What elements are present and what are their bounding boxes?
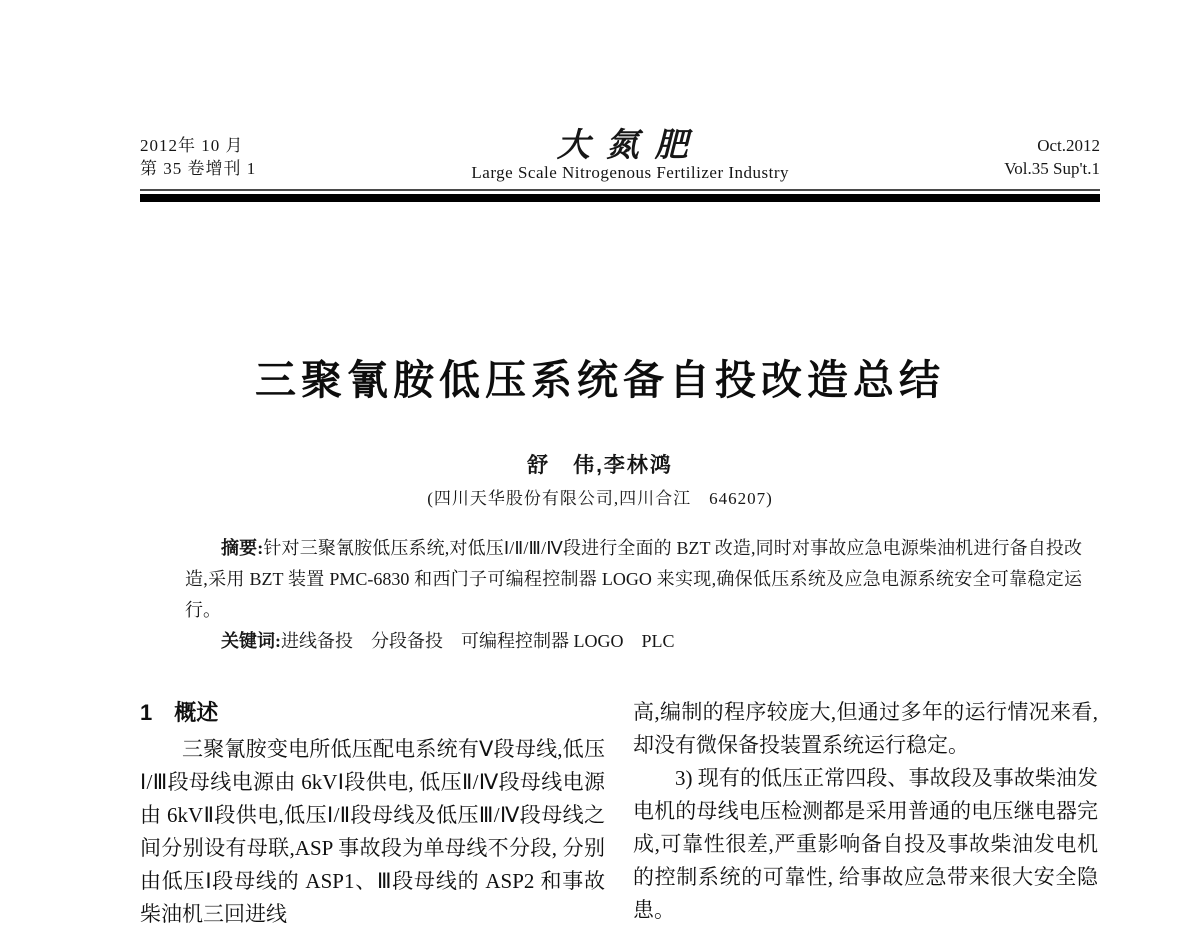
journal-masthead (471, 125, 790, 184)
header-rule-thick (140, 194, 1100, 202)
right-column-continuation-paragraph: 高,编制的程序较庞大,但通过多年的运行情况来看,却没有微保备投装置系统运行稳定。 (633, 700, 1098, 757)
journal-header (140, 125, 1100, 184)
left-column (140, 696, 605, 931)
issue-volume-en: Vol.35 Sup't.1 (1004, 159, 1100, 178)
issue-info-en (1004, 134, 1100, 180)
article-title: 三聚氰胺低压系统备自投改造总结 (255, 357, 945, 403)
journal-logo: 大氮肥 (556, 125, 704, 164)
keywords-label: 关键词: (221, 631, 281, 651)
abstract-paragraph (185, 533, 1082, 626)
article-authors: 舒 伟,李林鸿 (527, 454, 673, 477)
abstract-text: 针对三聚氰胺低压系统,对低压Ⅰ/Ⅱ/Ⅲ/Ⅳ段进行全面的 BZT 改造,同时对事故应急电源柴油机进行备自投改造,采用 BZT 装置 PMC-6830 和西门子可编程控制器 LOGO 来实现,确保低压系统及应急电源系统安全可靠稳定运行。 (185, 538, 1083, 620)
body-columns (140, 696, 1098, 931)
abstract-block (185, 533, 1082, 657)
keywords-text: 进线备投 分段备投 可编程控制器 LOGO PLC (281, 631, 675, 651)
issue-volume-cn: 第 35 卷增刊 1 (140, 159, 257, 178)
right-column-item3-paragraph: 3) 现有的低压正常四段、事故段及事故柴油发电机的母线电压检测都是采用普通的电压继电器完成,可靠性很差,严重影响备自投及事故柴油发电机的控制系统的可靠性, 给事故应急带来很大安全隐患。 (633, 766, 1098, 922)
header-rule-thin (140, 189, 1100, 191)
issue-date-en: Oct.2012 (1037, 136, 1100, 155)
right-column (633, 696, 1098, 931)
keywords-paragraph (185, 626, 1082, 657)
section-1-heading: 1 概述 (140, 700, 219, 725)
section-1-paragraph: 三聚氰胺变电所低压配电系统有Ⅴ段母线,低压Ⅰ/Ⅲ段母线电源由 6kVⅠ段供电, 低压Ⅱ/Ⅳ段母线电源由 6kVⅡ段供电,低压Ⅰ/Ⅱ段母线及低压Ⅲ/Ⅳ段母线之间分别设有母联,ASP 事故段为单母线不分段, 分别由低压Ⅰ段母线的 ASP1、Ⅲ段母线的 ASP2 和事故柴油机三回进线 (140, 737, 605, 926)
journal-name-en: Large Scale Nitrogenous Fertilizer Industry (471, 163, 790, 182)
article-affiliation: (四川天华股份有限公司,四川合江 646207) (427, 489, 773, 508)
issue-info-cn (140, 134, 256, 180)
abstract-label: 摘要: (221, 538, 264, 558)
issue-date-cn: 2012年 10 月 (140, 136, 244, 155)
